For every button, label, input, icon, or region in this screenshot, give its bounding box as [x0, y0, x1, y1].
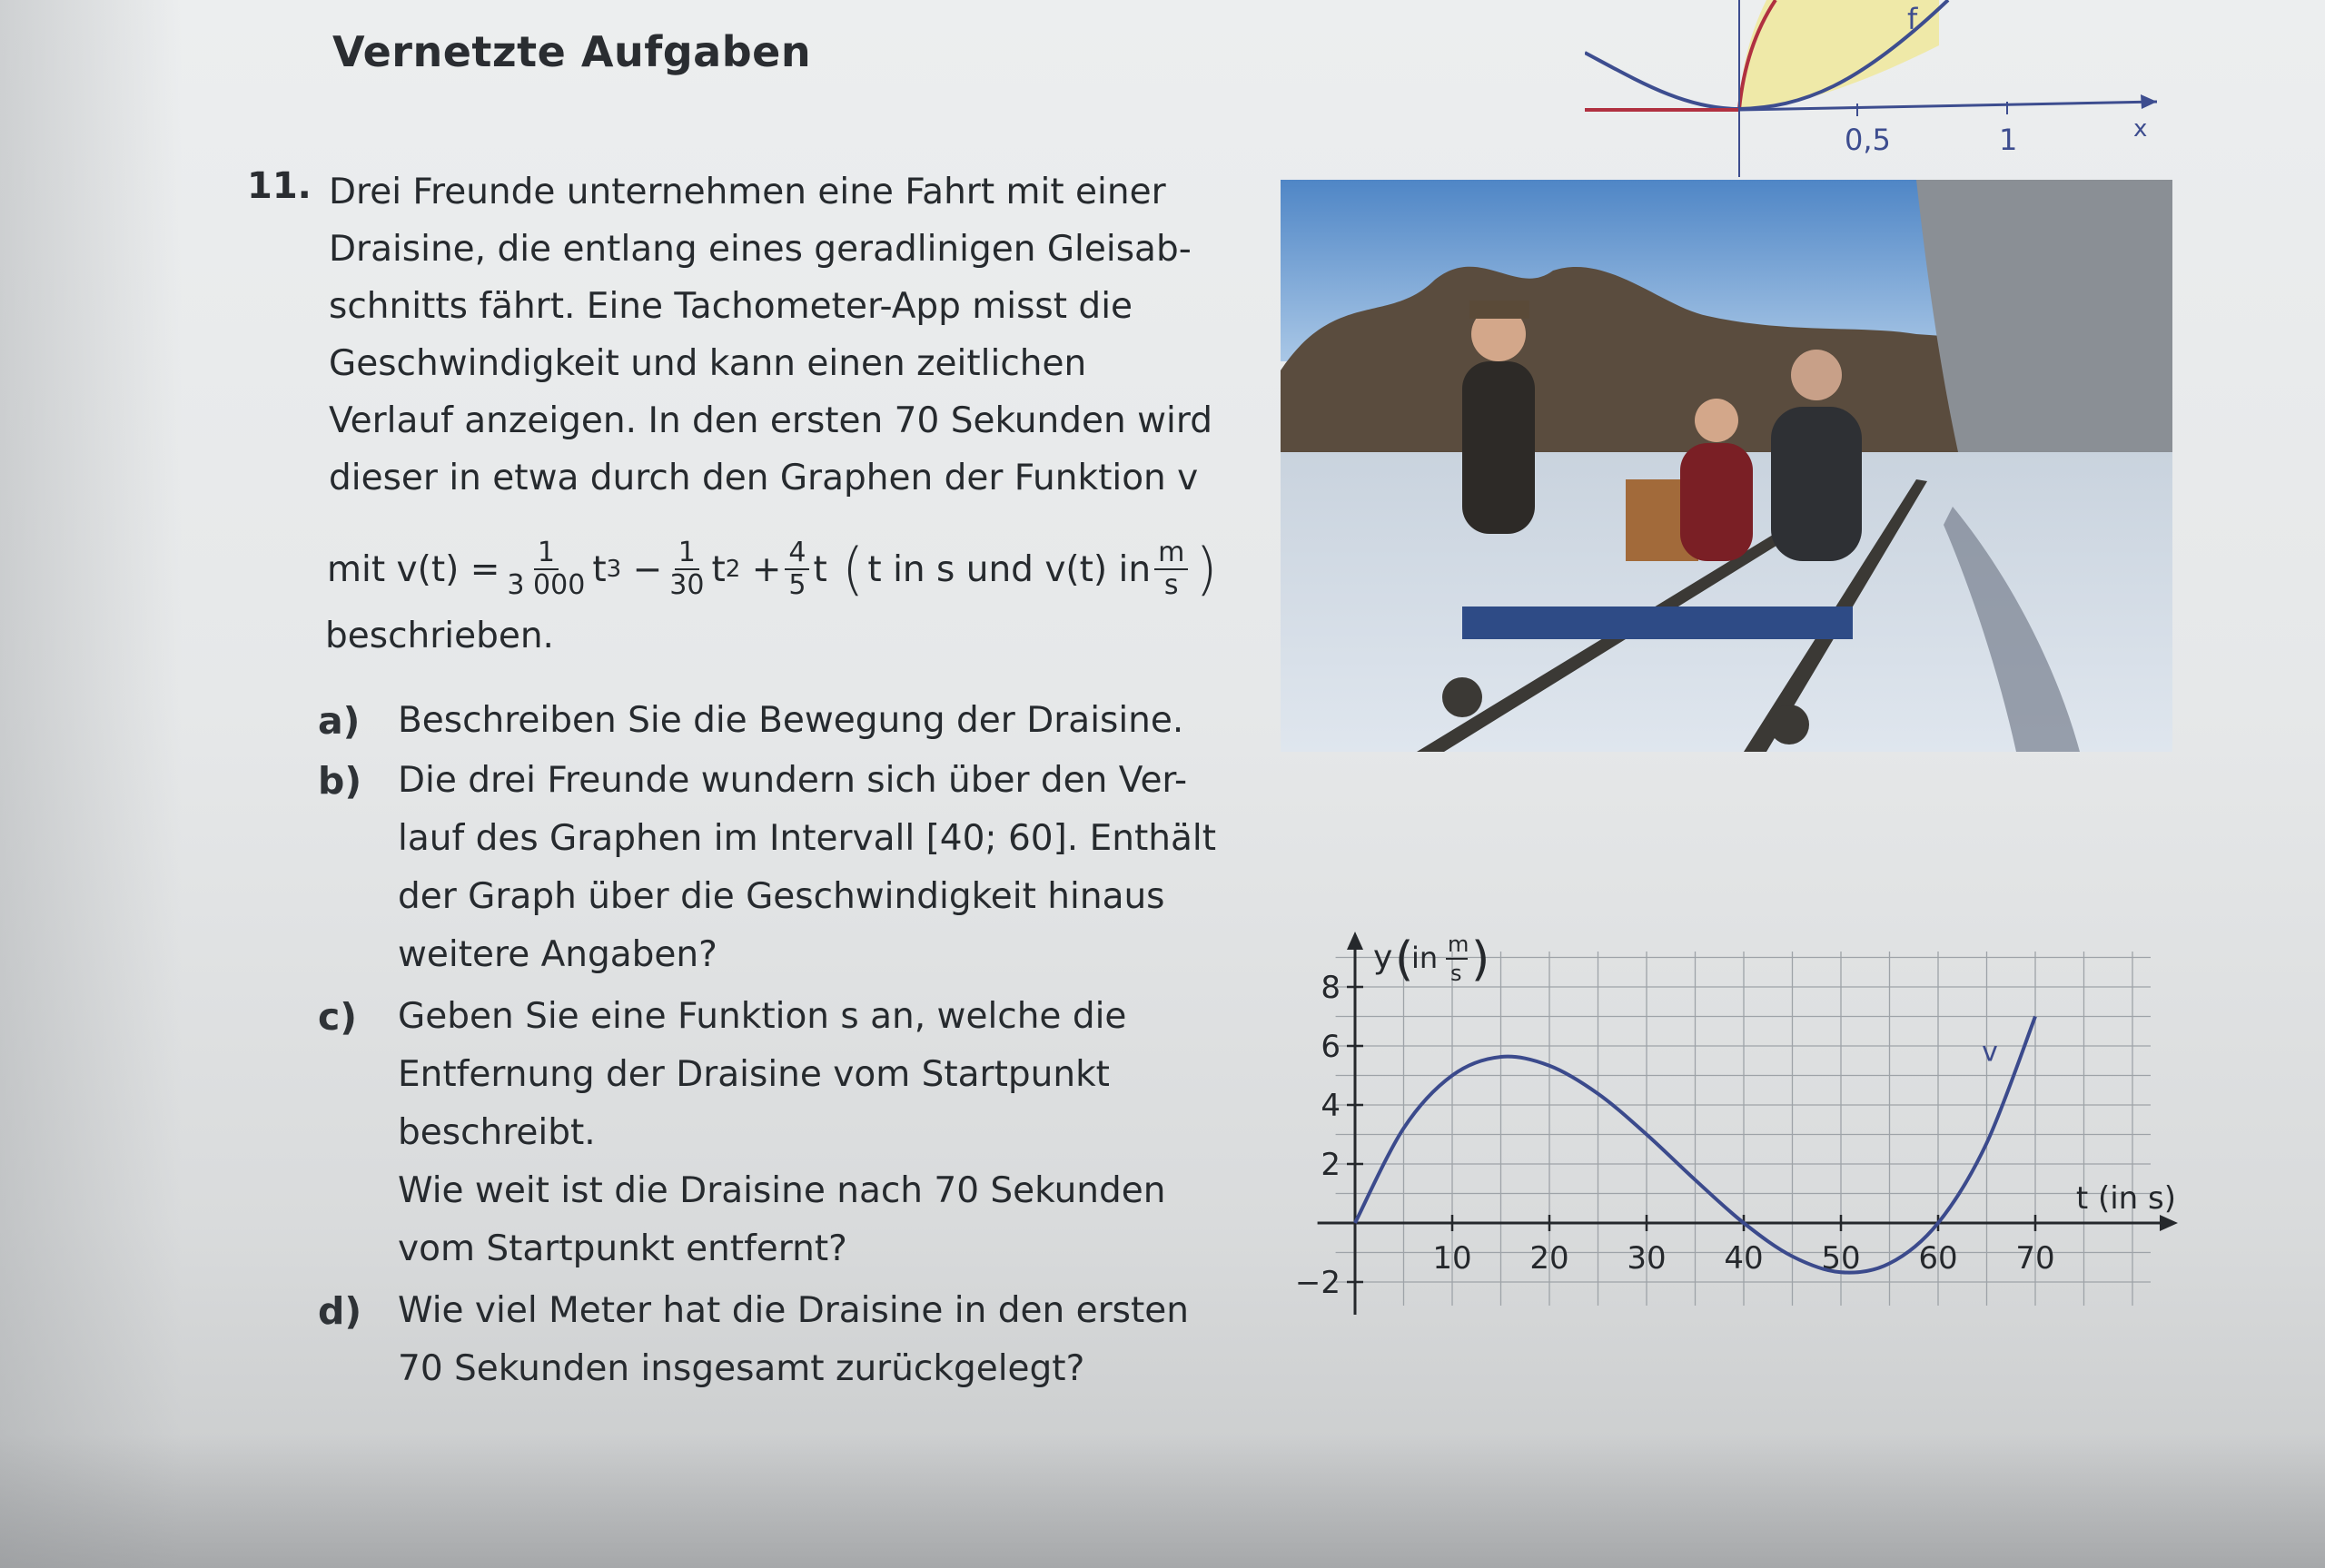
mini-graph-x-axis — [1739, 102, 2157, 110]
y-tick-label: 2 — [1321, 1147, 1341, 1183]
close-paren: ) — [1195, 536, 1218, 602]
mini-graph-x-label: x — [2133, 115, 2148, 143]
x-axis-arrow — [2160, 1215, 2178, 1231]
subtask-b — [318, 752, 1226, 984]
mini-graph-tick-label: 1 — [1999, 123, 2018, 157]
fraction-numerator: 4 — [785, 537, 809, 570]
y-axis-label-unit-denominator: s — [1450, 961, 1462, 986]
photo-person-left — [1462, 361, 1535, 534]
task-intro — [329, 163, 1219, 507]
photo-person-right — [1771, 407, 1862, 561]
x-axis-label — [2076, 1180, 2176, 1217]
fraction — [503, 537, 589, 601]
fraction-denominator: 3 000 — [507, 569, 586, 601]
fraction-numerator: 1 — [675, 537, 699, 570]
subtask-line: Beschreiben Sie die Bewegung der Draisine. — [398, 700, 1184, 741]
y-axis-arrow — [1347, 932, 1363, 950]
photo-head-middle — [1695, 399, 1738, 442]
y-tick-label: 8 — [1321, 970, 1341, 1006]
chart-ticks — [1295, 970, 2055, 1301]
x-tick-label: 30 — [1627, 1240, 1667, 1277]
section-heading: Vernetzte Aufgaben — [332, 27, 812, 76]
task-intro-line: dieser in etwa durch den Graphen der Funktion v — [329, 458, 1199, 498]
y-axis-label-prefix: y — [1373, 939, 1393, 976]
subtask-line: vom Startpunkt entfernt? — [398, 1228, 847, 1269]
formula-units-text: t in s und v(t) in — [867, 548, 1152, 590]
velocity-formula — [327, 528, 1222, 610]
subtask-letter: b) — [318, 759, 362, 803]
subtask-line: Entfernung der Draisine vom Startpunkt — [398, 1054, 1110, 1095]
formula-operator: + — [751, 548, 782, 590]
series-v-label: v — [1982, 1036, 1998, 1069]
formula-prefix: mit — [327, 548, 386, 590]
fraction-denominator: 30 — [669, 569, 705, 601]
fraction — [785, 537, 809, 601]
formula-exponent: 2 — [725, 556, 741, 583]
velocity-chart — [1281, 783, 2189, 1400]
y-tick-label: 4 — [1321, 1088, 1341, 1124]
subtask-line: weitere Angaben? — [398, 934, 717, 975]
formula-variable: t — [813, 548, 827, 590]
y-axis-label-unit-numerator: m — [1448, 932, 1469, 957]
page-shadow-left — [0, 0, 182, 1568]
task-intro-line: Verlauf anzeigen. In den ersten 70 Sekunden wird — [329, 400, 1212, 441]
draisine-photo — [1281, 180, 2172, 752]
photo-head-right — [1791, 350, 1842, 400]
task-number: 11. — [247, 165, 312, 207]
x-tick-label: 50 — [1821, 1240, 1861, 1277]
unit-fraction — [1154, 537, 1188, 601]
formula-variable: t — [711, 548, 726, 590]
x-tick-label: 60 — [1918, 1240, 1958, 1277]
task-intro-end: beschrieben. — [325, 616, 554, 656]
y-axis-label — [1373, 932, 1489, 987]
mini-function-graph — [1585, 0, 2175, 177]
subtask-letter: c) — [318, 995, 358, 1039]
subtask-line: 70 Sekunden insgesamt zurückgelegt? — [398, 1348, 1085, 1389]
mini-graph-tick-label: 0,5 — [1845, 123, 1891, 157]
formula-variable: t — [592, 548, 607, 590]
subtask-line: der Graph über die Geschwindigkeit hinaus — [398, 876, 1165, 917]
fraction-denominator: 5 — [788, 569, 806, 601]
page-shadow-bottom — [0, 1435, 2325, 1568]
y-axis-label-unit-text: in — [1411, 941, 1439, 975]
x-tick-label: 10 — [1432, 1240, 1472, 1277]
photo-wheel — [1442, 677, 1482, 717]
fraction-numerator: 1 — [534, 537, 559, 570]
mini-graph-curve-label: f — [1907, 2, 1918, 36]
subtask-a — [318, 692, 1226, 750]
subtask-d — [318, 1282, 1226, 1398]
y-axis-label-open-paren: ( — [1395, 932, 1414, 987]
subtask-line: Wie viel Meter hat die Draisine in den ersten — [398, 1290, 1189, 1331]
subtask-line: Wie weit ist die Draisine nach 70 Sekunden — [398, 1170, 1166, 1211]
fraction — [666, 537, 707, 601]
subtask-line: lauf des Graphen im Intervall [40; 60]. Enthält — [398, 818, 1216, 859]
subtask-line: Die drei Freunde wundern sich über den Ver- — [398, 760, 1188, 801]
subtask-letter: a) — [318, 699, 361, 743]
task-intro-line: Draisine, die entlang eines geradlinigen Gleisab- — [329, 229, 1192, 270]
x-axis-label-text: t (in s) — [2075, 1180, 2176, 1217]
task-intro-line: schnitts fährt. Eine Tachometer-App misst die — [329, 286, 1133, 327]
task-intro-line: Geschwindigkeit und kann einen zeitlichen — [329, 343, 1087, 384]
fraction-numerator: m — [1154, 537, 1188, 570]
y-axis-label-close-paren: ) — [1471, 932, 1490, 987]
formula-exponent: 3 — [606, 556, 622, 583]
y-tick-label: 6 — [1321, 1029, 1341, 1065]
subtask-c — [318, 988, 1226, 1278]
x-tick-label: 40 — [1724, 1240, 1764, 1277]
fraction-denominator: s — [1163, 569, 1179, 601]
photo-hat-left — [1469, 301, 1529, 319]
subtask-letter: d) — [318, 1289, 362, 1333]
task-intro-line: Drei Freunde unternehmen eine Fahrt mit einer — [329, 172, 1166, 212]
subtask-line: beschreibt. — [398, 1112, 596, 1153]
open-paren: ( — [842, 536, 865, 602]
subtask-line: Geben Sie eine Funktion s an, welche die — [398, 996, 1127, 1037]
formula-operator: − — [632, 548, 663, 590]
formula-lhs: v(t) = — [396, 548, 500, 590]
photo-trolley-frame — [1462, 606, 1853, 639]
x-tick-label: 70 — [2015, 1240, 2055, 1277]
photo-person-middle — [1680, 443, 1753, 561]
mini-graph-x-arrow — [2141, 94, 2157, 109]
photo-wheel — [1769, 705, 1809, 745]
x-tick-label: 20 — [1529, 1240, 1569, 1277]
y-tick-label: −2 — [1294, 1265, 1341, 1301]
